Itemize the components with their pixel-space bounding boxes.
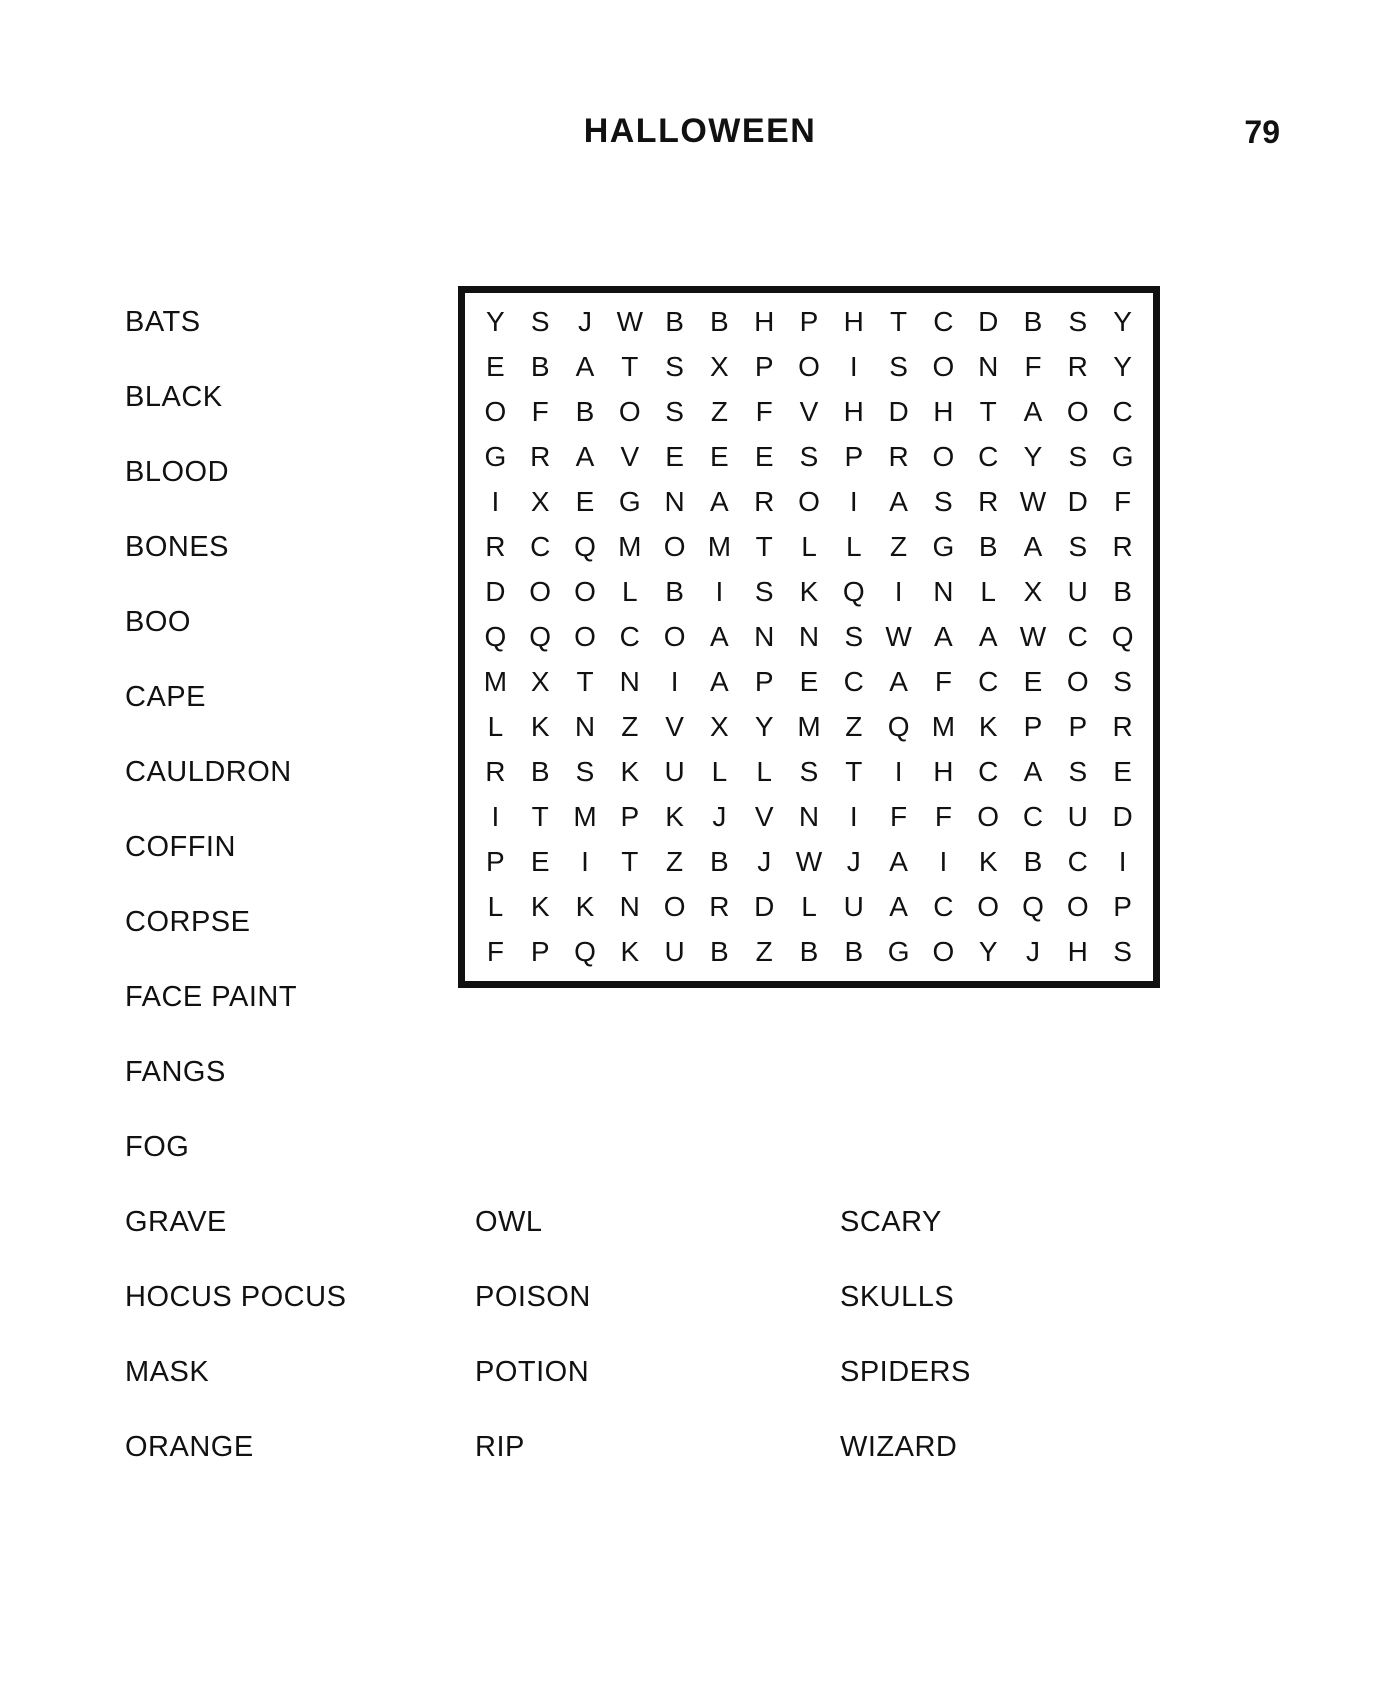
grid-cell: Q bbox=[1111, 620, 1134, 652]
grid-cell: P bbox=[844, 440, 864, 472]
grid-cell: R bbox=[754, 485, 775, 517]
word-list-item: COFFIN bbox=[125, 831, 236, 863]
grid-cell: K bbox=[799, 575, 819, 607]
grid-cell: I bbox=[581, 846, 589, 878]
grid-cell: Y bbox=[486, 305, 505, 337]
grid-cell: O bbox=[663, 530, 686, 562]
grid-cell: S bbox=[889, 350, 908, 382]
grid-cell: B bbox=[710, 846, 729, 878]
word-list-item: OWL bbox=[475, 1206, 543, 1238]
grid-cell: N bbox=[933, 575, 954, 607]
grid-cell: S bbox=[1113, 936, 1132, 968]
grid-cell: O bbox=[977, 801, 1000, 833]
grid-cell: B bbox=[978, 530, 998, 562]
grid-cell: K bbox=[665, 801, 684, 833]
grid-cell: B bbox=[799, 936, 819, 968]
grid-cell: W bbox=[616, 305, 643, 337]
grid-cell: A bbox=[889, 846, 908, 878]
grid-cell: N bbox=[664, 485, 685, 517]
grid-cell: J bbox=[757, 846, 772, 878]
grid-cell: V bbox=[799, 395, 819, 427]
grid-cell: R bbox=[1112, 711, 1133, 743]
grid-cell: B bbox=[1113, 575, 1132, 607]
grid-cell: L bbox=[801, 891, 817, 923]
grid-cell: P bbox=[754, 666, 774, 698]
grid-cell: Y bbox=[1023, 440, 1043, 472]
grid-cell: E bbox=[530, 846, 550, 878]
grid-cell: O bbox=[618, 395, 641, 427]
grid-cell: J bbox=[1025, 936, 1040, 968]
grid-cell: L bbox=[487, 891, 504, 923]
grid-cell: I bbox=[491, 485, 500, 517]
grid-cell: I bbox=[939, 846, 948, 878]
grid-cell: O bbox=[663, 891, 686, 923]
grid-cell: G bbox=[618, 485, 641, 517]
grid-cell: B bbox=[665, 575, 684, 607]
grid-cell: P bbox=[1068, 711, 1088, 743]
grid-cell: Y bbox=[1113, 350, 1132, 382]
word-list-column-1 bbox=[125, 285, 346, 1485]
grid-cell: D bbox=[888, 395, 909, 427]
grid-cell: Z bbox=[845, 711, 863, 743]
word-list-item: FOG bbox=[125, 1131, 190, 1163]
grid-cell: Y bbox=[978, 936, 998, 968]
grid-cell: I bbox=[849, 801, 858, 833]
grid-cell: S bbox=[1113, 666, 1132, 698]
grid-cell: H bbox=[1067, 936, 1088, 968]
grid-cell: P bbox=[530, 936, 550, 968]
grid-cell: S bbox=[1068, 530, 1088, 562]
word-list-item: SCARY bbox=[840, 1206, 942, 1238]
grid-cell: D bbox=[485, 575, 506, 607]
grid-cell: B bbox=[710, 305, 729, 337]
grid-cell: K bbox=[530, 891, 550, 923]
grid-cell: B bbox=[530, 756, 550, 788]
grid-cell: O bbox=[798, 350, 820, 382]
grid-cell: T bbox=[890, 305, 908, 337]
grid-cell: I bbox=[849, 350, 858, 382]
grid-cell: K bbox=[575, 891, 595, 923]
grid-cell: L bbox=[711, 756, 728, 788]
grid-cell: F bbox=[486, 936, 504, 968]
grid-cell: U bbox=[664, 936, 685, 968]
grid-cell: N bbox=[798, 620, 820, 652]
grid-cell: I bbox=[894, 756, 903, 788]
grid-cell: K bbox=[978, 846, 998, 878]
grid-cell: L bbox=[487, 711, 504, 743]
grid-cell: D bbox=[1067, 485, 1088, 517]
grid-cell: Q bbox=[574, 530, 596, 562]
grid-cell: B bbox=[575, 395, 595, 427]
grid-cell: X bbox=[710, 711, 729, 743]
grid-cell: F bbox=[755, 395, 773, 427]
word-list-item: SKULLS bbox=[840, 1281, 955, 1313]
grid-cell: Q bbox=[529, 620, 552, 652]
grid-cell: A bbox=[710, 485, 729, 517]
grid-cell: P bbox=[799, 305, 819, 337]
grid-cell: N bbox=[619, 891, 640, 923]
grid-cell: P bbox=[1023, 711, 1043, 743]
grid-cell: U bbox=[1067, 801, 1088, 833]
grid-cell: S bbox=[665, 350, 684, 382]
grid-cell: R bbox=[530, 440, 551, 472]
grid-cell: O bbox=[1066, 666, 1089, 698]
grid-cell: S bbox=[754, 575, 774, 607]
grid-cell: R bbox=[485, 530, 506, 562]
grid-cell: A bbox=[710, 666, 729, 698]
grid-cell: A bbox=[1023, 756, 1043, 788]
grid-cell: T bbox=[621, 846, 639, 878]
grid-cell: H bbox=[933, 395, 954, 427]
grid-cell: C bbox=[933, 891, 954, 923]
grid-cell: O bbox=[977, 891, 1000, 923]
grid-cell: I bbox=[894, 575, 903, 607]
grid-cell: N bbox=[574, 711, 596, 743]
grid-cell: U bbox=[664, 756, 685, 788]
grid-cell: H bbox=[933, 756, 954, 788]
grid-cell: J bbox=[577, 305, 592, 337]
grid-cell: A bbox=[978, 620, 998, 652]
grid-cell: A bbox=[934, 620, 953, 652]
grid-cell: S bbox=[1068, 440, 1088, 472]
grid-cell: Q bbox=[484, 620, 507, 652]
grid-cell: I bbox=[670, 666, 679, 698]
grid-cell: G bbox=[1111, 440, 1134, 472]
grid-cell: E bbox=[486, 350, 505, 382]
word-list-item: CAULDRON bbox=[125, 756, 292, 788]
grid-cell: T bbox=[979, 395, 997, 427]
grid-cell: E bbox=[710, 440, 729, 472]
grid-cell: S bbox=[799, 440, 819, 472]
grid-cell: T bbox=[531, 801, 549, 833]
grid-cell: H bbox=[754, 305, 775, 337]
word-list-column-2 bbox=[475, 1185, 591, 1485]
word-list-item: WIZARD bbox=[840, 1431, 958, 1463]
grid-cell: C bbox=[619, 620, 640, 652]
word-list-column-3 bbox=[840, 1185, 971, 1485]
puzzle-header bbox=[0, 112, 1400, 172]
grid-cell: C bbox=[1067, 846, 1088, 878]
grid-cell: L bbox=[622, 575, 638, 607]
grid-cell: M bbox=[797, 711, 821, 743]
grid-cell: F bbox=[934, 801, 952, 833]
grid-cell: N bbox=[798, 801, 820, 833]
grid-cell: O bbox=[932, 440, 955, 472]
grid-cell: K bbox=[530, 711, 550, 743]
grid-cell: O bbox=[1066, 395, 1089, 427]
grid-cell: Y bbox=[754, 711, 774, 743]
word-list-item: FACE PAINT bbox=[125, 981, 298, 1013]
word-list-item: SPIDERS bbox=[840, 1356, 971, 1388]
grid-cell: L bbox=[980, 575, 996, 607]
grid-cell: N bbox=[978, 350, 999, 382]
grid-cell: O bbox=[484, 395, 507, 427]
grid-cell: A bbox=[575, 440, 595, 472]
grid-cell: Z bbox=[710, 395, 728, 427]
grid-cell: F bbox=[1114, 485, 1132, 517]
grid-cell: E bbox=[799, 666, 819, 698]
word-list-item: ORANGE bbox=[125, 1431, 254, 1463]
word-list-item: BATS bbox=[125, 306, 201, 338]
grid-cell: P bbox=[486, 846, 505, 878]
grid-cell: A bbox=[710, 620, 729, 652]
word-list-item: POTION bbox=[475, 1356, 590, 1388]
grid-cell: R bbox=[1112, 530, 1133, 562]
grid-cell: A bbox=[1023, 530, 1043, 562]
grid-cell: A bbox=[889, 891, 908, 923]
grid-cell: B bbox=[1023, 305, 1043, 337]
grid-cell: V bbox=[754, 801, 774, 833]
grid-cell: B bbox=[665, 305, 684, 337]
page-title: HALLOWEEN bbox=[583, 112, 817, 150]
grid-cell: H bbox=[843, 305, 864, 337]
grid-cell: Q bbox=[1022, 891, 1044, 923]
grid-cell: S bbox=[934, 485, 953, 517]
grid-cell: C bbox=[843, 666, 864, 698]
word-list-item: RIP bbox=[475, 1431, 525, 1463]
grid-cell: M bbox=[707, 530, 732, 562]
grid-cell: C bbox=[978, 440, 999, 472]
word-search-grid bbox=[458, 286, 1160, 988]
grid-cell: S bbox=[530, 305, 550, 337]
grid-cell: C bbox=[1067, 620, 1088, 652]
grid-cell: F bbox=[531, 395, 549, 427]
word-list-item: MASK bbox=[125, 1356, 210, 1388]
grid-cell: J bbox=[712, 801, 727, 833]
grid-cell: Q bbox=[574, 936, 596, 968]
grid-cell: R bbox=[888, 440, 909, 472]
grid-cell: D bbox=[1112, 801, 1133, 833]
grid-cell: B bbox=[530, 350, 550, 382]
grid-cell: S bbox=[844, 620, 864, 652]
grid-cell: I bbox=[1118, 846, 1127, 878]
word-list-item: CAPE bbox=[125, 681, 206, 713]
grid-cell: H bbox=[843, 395, 864, 427]
grid-cell: L bbox=[846, 530, 862, 562]
grid-cell: N bbox=[619, 666, 640, 698]
grid-cell: T bbox=[755, 530, 773, 562]
grid-cell: Z bbox=[666, 846, 684, 878]
grid-cell: P bbox=[754, 350, 774, 382]
grid-cell: R bbox=[1067, 350, 1088, 382]
grid-cell: I bbox=[849, 485, 858, 517]
grid-cell: C bbox=[978, 666, 999, 698]
grid-cell: O bbox=[932, 936, 955, 968]
page-number: 79 bbox=[1244, 114, 1280, 150]
grid-cell: S bbox=[665, 395, 684, 427]
word-list-item: GRAVE bbox=[125, 1206, 227, 1238]
grid-cell: A bbox=[889, 485, 908, 517]
grid-cell: F bbox=[934, 666, 952, 698]
grid-cell: W bbox=[885, 620, 912, 652]
grid-cell: C bbox=[1022, 801, 1044, 833]
word-list-item: BLACK bbox=[125, 381, 223, 413]
grid-cell: O bbox=[529, 575, 552, 607]
grid-cell: G bbox=[484, 440, 507, 472]
grid-cell: R bbox=[485, 756, 506, 788]
grid-cell: S bbox=[1068, 756, 1088, 788]
grid-cell: O bbox=[932, 350, 955, 382]
grid-cell: G bbox=[932, 530, 955, 562]
grid-cell: Q bbox=[842, 575, 865, 607]
grid-cell: X bbox=[1023, 575, 1043, 607]
grid-cell: B bbox=[1023, 846, 1043, 878]
grid-cell: E bbox=[754, 440, 774, 472]
grid-cell: F bbox=[890, 801, 908, 833]
grid-cell: P bbox=[1113, 891, 1132, 923]
grid-cell: S bbox=[575, 756, 595, 788]
grid-cell: T bbox=[845, 756, 863, 788]
grid-cell: F bbox=[1024, 350, 1042, 382]
grid-cell: V bbox=[665, 711, 684, 743]
word-list-item: POISON bbox=[475, 1281, 591, 1313]
grid-cell: Y bbox=[1113, 305, 1132, 337]
grid-cell: C bbox=[1112, 395, 1133, 427]
grid-cell: O bbox=[798, 485, 820, 517]
grid-cell: P bbox=[620, 801, 640, 833]
grid-cell: T bbox=[576, 666, 594, 698]
grid-cell: M bbox=[573, 801, 597, 833]
grid-cell: L bbox=[801, 530, 817, 562]
grid-cell: Z bbox=[621, 711, 639, 743]
grid-cell: A bbox=[1023, 395, 1043, 427]
grid-cell: R bbox=[709, 891, 730, 923]
grid-cell: E bbox=[1023, 666, 1043, 698]
grid-cell: I bbox=[491, 801, 500, 833]
grid-cell: R bbox=[978, 485, 999, 517]
grid-cell: K bbox=[620, 756, 640, 788]
grid-cell: K bbox=[620, 936, 640, 968]
grid-cell: U bbox=[843, 891, 864, 923]
grid-cell: E bbox=[575, 485, 595, 517]
grid-cell: Q bbox=[887, 711, 910, 743]
grid-cell: O bbox=[663, 620, 686, 652]
grid-cell: W bbox=[1019, 485, 1047, 517]
grid-cell: O bbox=[574, 575, 596, 607]
grid-cell: B bbox=[710, 936, 729, 968]
grid-cell: T bbox=[621, 350, 639, 382]
grid-cell: S bbox=[799, 756, 819, 788]
grid-cell: M bbox=[483, 666, 508, 698]
grid-cell: E bbox=[1113, 756, 1132, 788]
grid-cell: W bbox=[1019, 620, 1047, 652]
grid-cell: C bbox=[978, 756, 999, 788]
grid-cell: X bbox=[530, 485, 550, 517]
word-list-item: BLOOD bbox=[125, 456, 230, 488]
grid-cell: C bbox=[530, 530, 551, 562]
grid-letters bbox=[465, 293, 1153, 981]
grid-cell: V bbox=[620, 440, 640, 472]
word-list-item: BOO bbox=[125, 606, 191, 638]
word-list-item: FANGS bbox=[125, 1056, 226, 1088]
grid-cell: G bbox=[887, 936, 910, 968]
grid-cell: X bbox=[530, 666, 550, 698]
grid-cell: U bbox=[1067, 575, 1088, 607]
grid-cell: D bbox=[978, 305, 999, 337]
grid-cell: O bbox=[574, 620, 596, 652]
grid-cell: A bbox=[575, 350, 595, 382]
grid-cell: O bbox=[1066, 891, 1089, 923]
word-list-item: BONES bbox=[125, 531, 230, 563]
word-list-item: CORPSE bbox=[125, 906, 251, 938]
grid-cell: C bbox=[933, 305, 954, 337]
grid-cell: S bbox=[1068, 305, 1088, 337]
grid-cell: W bbox=[795, 846, 823, 878]
word-list-item: HOCUS POCUS bbox=[125, 1281, 347, 1313]
grid-cell: K bbox=[978, 711, 998, 743]
grid-cell: M bbox=[931, 711, 956, 743]
grid-cell: I bbox=[715, 575, 724, 607]
grid-cell: J bbox=[846, 846, 861, 878]
grid-cell: Z bbox=[890, 530, 908, 562]
grid-cell: L bbox=[756, 756, 772, 788]
grid-cell: B bbox=[844, 936, 864, 968]
grid-cell: N bbox=[754, 620, 775, 652]
grid-cell: D bbox=[754, 891, 775, 923]
grid-cell: A bbox=[889, 666, 908, 698]
grid-cell: Z bbox=[755, 936, 773, 968]
grid-cell: M bbox=[618, 530, 642, 562]
grid-cell: X bbox=[710, 350, 729, 382]
grid-cell: E bbox=[665, 440, 684, 472]
